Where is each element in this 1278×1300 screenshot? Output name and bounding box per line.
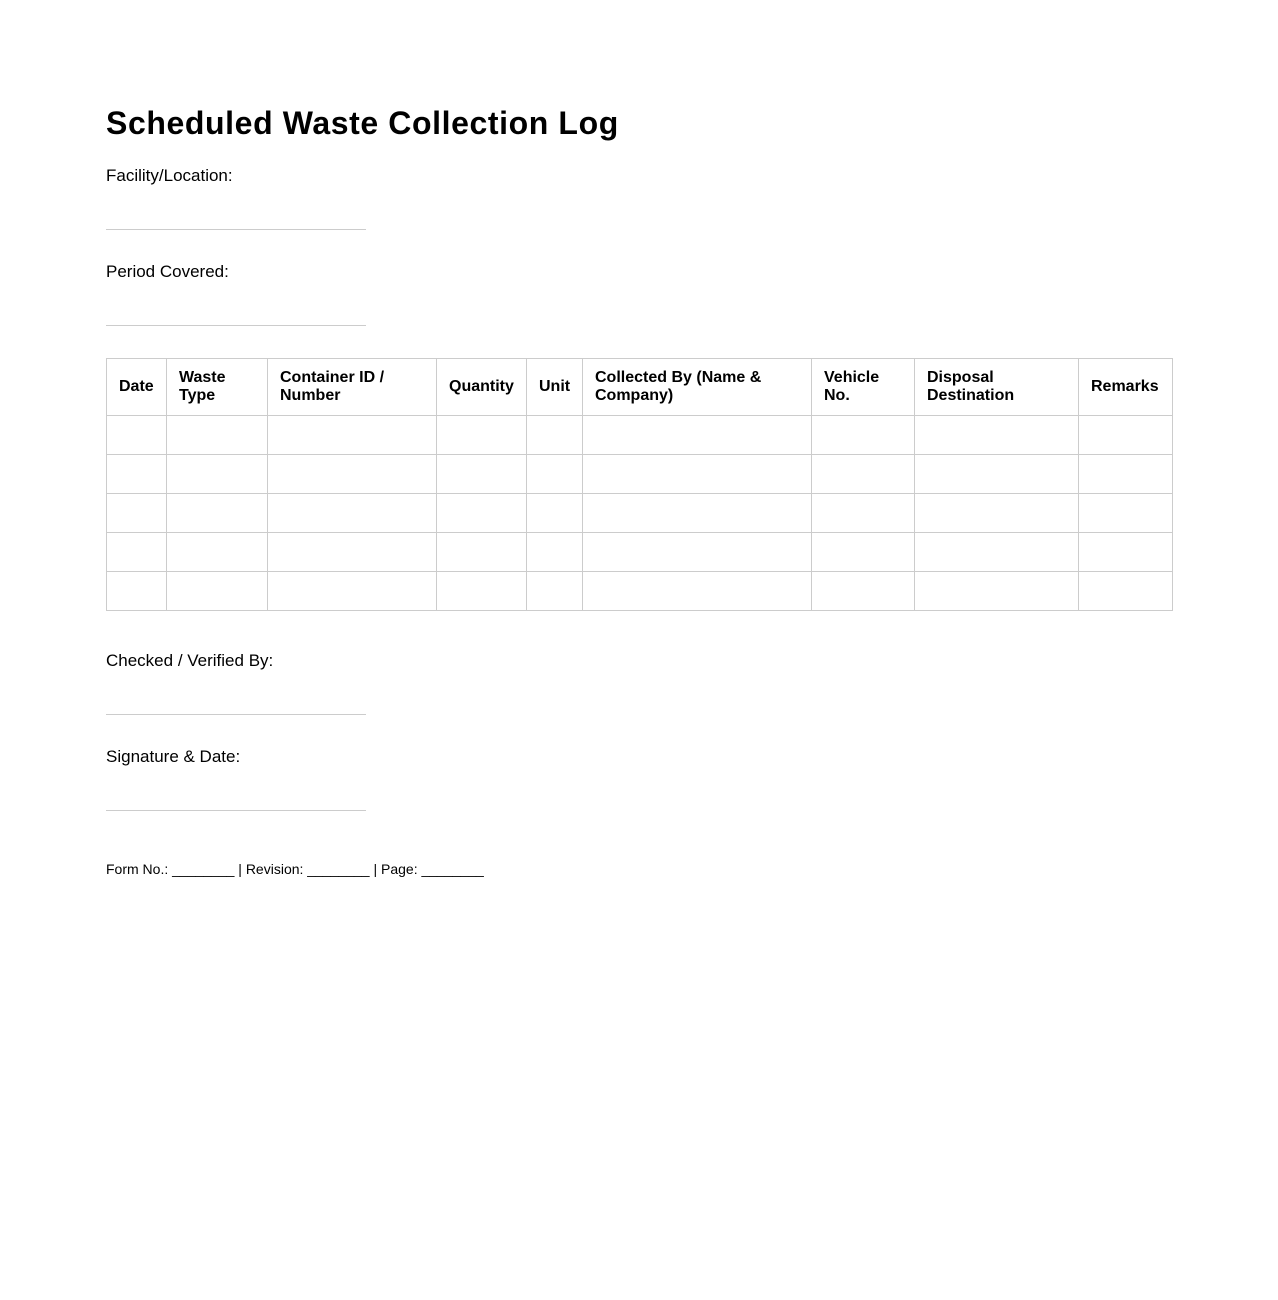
cell-vehicle-no[interactable] — [812, 572, 915, 611]
cell-remarks[interactable] — [1079, 572, 1173, 611]
cell-vehicle-no[interactable] — [812, 455, 915, 494]
table-row — [107, 572, 1173, 611]
facility-location-field — [106, 166, 366, 186]
page-title: Scheduled Waste Collection Log — [106, 105, 619, 141]
cell-date[interactable] — [107, 533, 167, 572]
cell-quantity[interactable] — [437, 572, 527, 611]
cell-quantity[interactable] — [437, 533, 527, 572]
cell-date[interactable] — [107, 572, 167, 611]
cell-date[interactable] — [107, 416, 167, 455]
cell-remarks[interactable] — [1079, 416, 1173, 455]
column-header-disposal-destination: Disposal Destination — [915, 359, 1079, 416]
cell-disposal-destination[interactable] — [915, 455, 1079, 494]
table-row — [107, 494, 1173, 533]
period-covered-field — [106, 262, 366, 282]
column-header-date: Date — [107, 359, 167, 416]
cell-container-id[interactable] — [268, 494, 437, 533]
column-header-remarks: Remarks — [1079, 359, 1173, 416]
cell-remarks[interactable] — [1079, 533, 1173, 572]
cell-container-id[interactable] — [268, 572, 437, 611]
cell-disposal-destination[interactable] — [915, 416, 1079, 455]
cell-vehicle-no[interactable] — [812, 416, 915, 455]
cell-unit[interactable] — [527, 494, 583, 533]
checked-verified-by-field — [106, 651, 366, 671]
signature-date-field — [106, 747, 366, 767]
period-covered-input-line[interactable] — [106, 325, 366, 326]
table-row — [107, 533, 1173, 572]
cell-waste-type[interactable] — [167, 416, 268, 455]
cell-waste-type[interactable] — [167, 572, 268, 611]
cell-collected-by[interactable] — [583, 494, 812, 533]
cell-vehicle-no[interactable] — [812, 494, 915, 533]
cell-unit[interactable] — [527, 572, 583, 611]
column-header-quantity: Quantity — [437, 359, 527, 416]
waste-collection-table — [106, 358, 1173, 611]
cell-collected-by[interactable] — [583, 416, 812, 455]
cell-waste-type[interactable] — [167, 455, 268, 494]
cell-unit[interactable] — [527, 455, 583, 494]
column-header-container-id: Container ID / Number — [268, 359, 437, 416]
cell-remarks[interactable] — [1079, 455, 1173, 494]
cell-disposal-destination[interactable] — [915, 494, 1079, 533]
cell-disposal-destination[interactable] — [915, 533, 1079, 572]
column-header-unit: Unit — [527, 359, 583, 416]
table-header-row — [107, 359, 1173, 416]
table-row — [107, 416, 1173, 455]
cell-vehicle-no[interactable] — [812, 533, 915, 572]
cell-collected-by[interactable] — [583, 455, 812, 494]
column-header-collected-by: Collected By (Name & Company) — [583, 359, 812, 416]
cell-date[interactable] — [107, 494, 167, 533]
cell-date[interactable] — [107, 455, 167, 494]
cell-container-id[interactable] — [268, 533, 437, 572]
signature-date-input-line[interactable] — [106, 810, 366, 811]
table-row — [107, 455, 1173, 494]
form-footer: Form No.: ________ | Revision: ________ | Page: ________ — [106, 861, 484, 877]
cell-unit[interactable] — [527, 533, 583, 572]
cell-waste-type[interactable] — [167, 494, 268, 533]
field-label: Facility/Location: — [106, 166, 233, 185]
cell-quantity[interactable] — [437, 416, 527, 455]
cell-unit[interactable] — [527, 416, 583, 455]
facility-location-input-line[interactable] — [106, 229, 366, 230]
cell-waste-type[interactable] — [167, 533, 268, 572]
checked-verified-by-input-line[interactable] — [106, 714, 366, 715]
cell-collected-by[interactable] — [583, 533, 812, 572]
cell-remarks[interactable] — [1079, 494, 1173, 533]
field-label: Period Covered: — [106, 262, 229, 281]
cell-quantity[interactable] — [437, 455, 527, 494]
field-label: Checked / Verified By: — [106, 651, 274, 670]
cell-quantity[interactable] — [437, 494, 527, 533]
cell-container-id[interactable] — [268, 416, 437, 455]
column-header-vehicle-no: Vehicle No. — [812, 359, 915, 416]
cell-collected-by[interactable] — [583, 572, 812, 611]
cell-container-id[interactable] — [268, 455, 437, 494]
column-header-waste-type: Waste Type — [167, 359, 268, 416]
cell-disposal-destination[interactable] — [915, 572, 1079, 611]
field-label: Signature & Date: — [106, 747, 241, 766]
